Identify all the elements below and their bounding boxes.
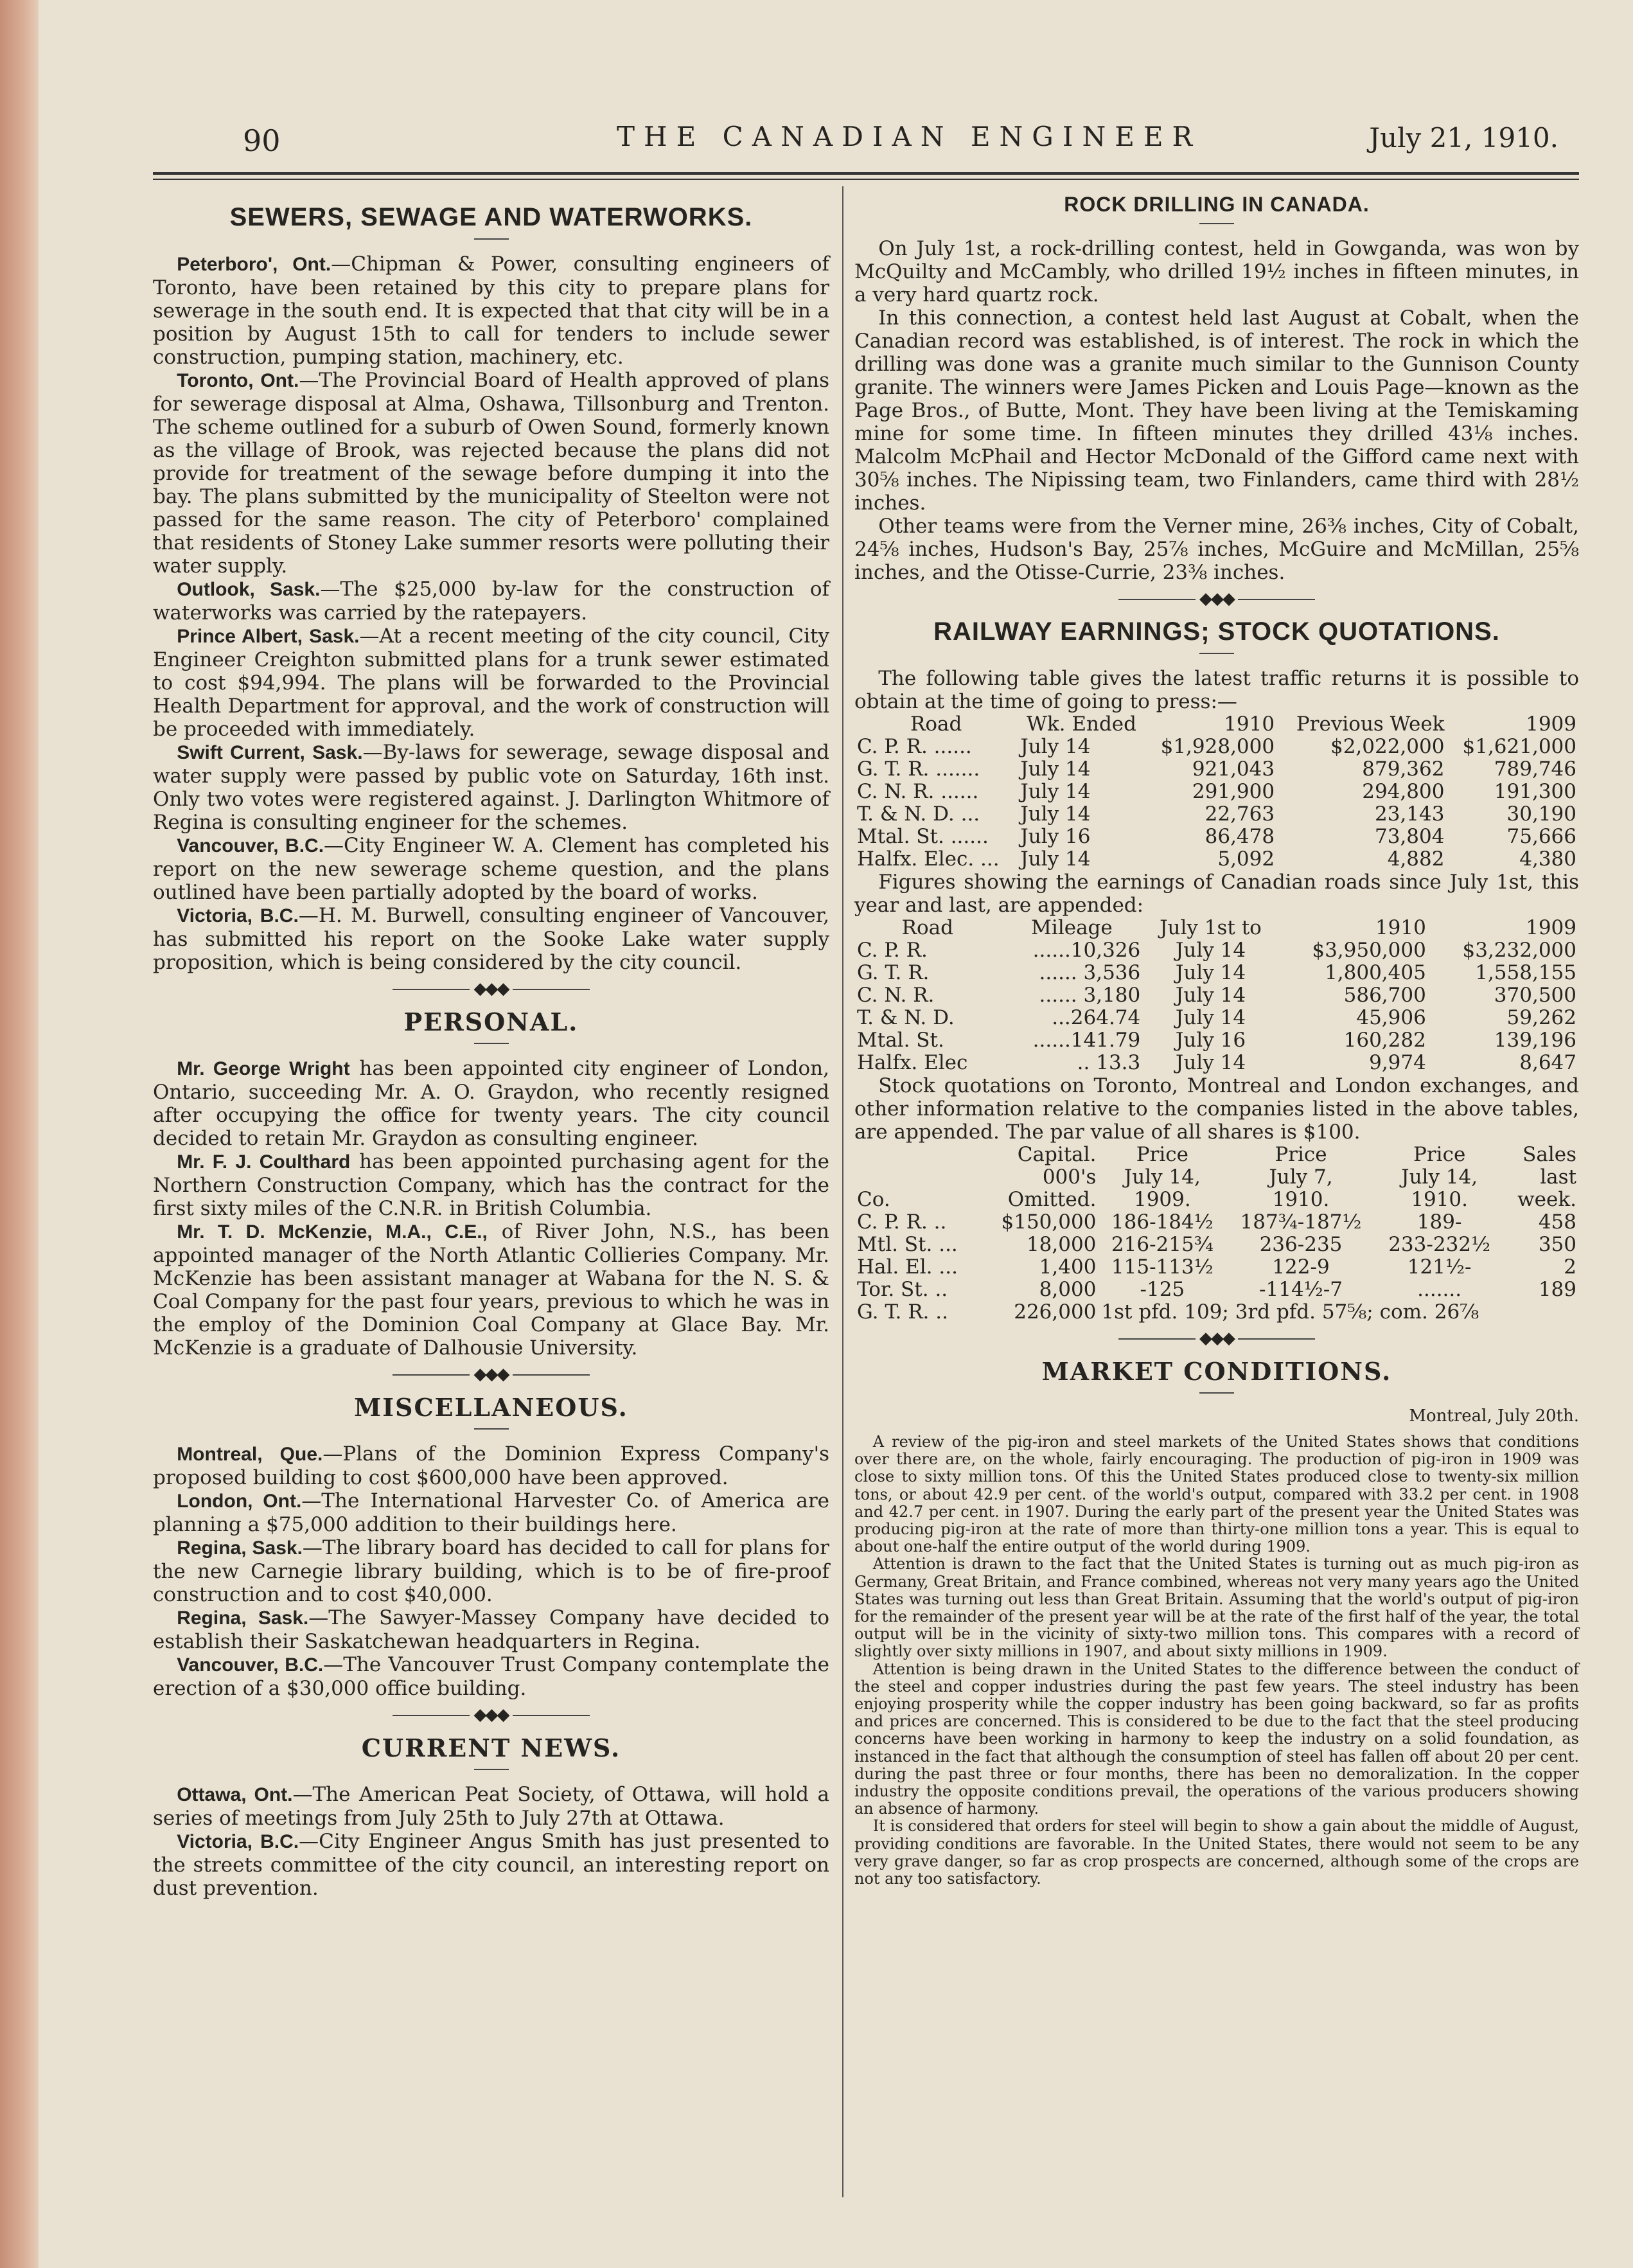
table-cell: 4,380 [1519,847,1576,871]
misc-heading: MISCELLANEOUS. [354,1393,628,1422]
table-cell: July 14, [1124,1165,1201,1189]
table-cell: $3,950,000 [1312,939,1426,962]
table-cell: last [1540,1165,1576,1189]
table-cell: ...... 3,180 [1039,984,1141,1007]
table-cell: 22,763 [1205,802,1275,826]
table-cell: -114½-7 [1259,1278,1343,1301]
personal-items [153,1057,829,1360]
table-cell: 139,196 [1494,1029,1576,1052]
table-cell: $1,621,000 [1462,735,1576,758]
table-cell: 5,092 [1217,847,1275,871]
table-cell: 458 [1538,1210,1576,1234]
section-rule [474,1043,509,1044]
table-cell: Previous Week [1296,713,1445,736]
table-cell: Price [1136,1143,1188,1166]
table-cell: 45,906 [1356,1006,1426,1029]
table-cell: 8,000 [1039,1278,1097,1301]
item-text: —Plans of the Dominion Express Company's proposed building to cost $600,000 have been approved. [153,1442,830,1489]
weekly-earnings-table [854,713,1579,871]
table-cell: 191,300 [1494,780,1576,803]
item-text: of River John, N.S., has been appointed manager of the North Atlantic Collieries Company. Mr. McKenzie has been assistant manager at Wabana for the N. S. & Coal Company for the past four years, previous to which he was in the employ of the Dominion Coal Company at Glace Bay. Mr. McKenzie is a graduate of Dalhousie University. [153,1220,830,1360]
table-cell: 1909 [1526,713,1576,736]
table-cell: 789,746 [1494,757,1576,781]
table-cell: .. 13.3 [1077,1051,1141,1074]
table-cell: $3,232,000 [1462,939,1576,962]
table-header-row [854,1166,1579,1189]
table-cell: ......10,326 [1032,939,1141,962]
rock-heading: ROCK DRILLING IN CANADA. [1064,193,1370,216]
table-header-row [854,1189,1579,1211]
table-cell: ...... 3,536 [1039,961,1141,984]
table-cell: $150,000 [1001,1210,1097,1234]
masthead-title: THE CANADIAN ENGINEER [617,121,1202,152]
news-item [153,625,829,741]
table-cell: Road [901,916,953,939]
section-rule [474,1769,509,1770]
header-rule [153,172,1579,175]
table-cell: July 14 [1175,939,1246,962]
table-cell: 291,900 [1192,780,1275,803]
market-paragraph: It is considered that orders for steel will begin to show a gain about the middle of August, providing conditions are favorable. In the United States, there would not seem to be any very grave danger, so far as crop prospects are concerned, although some of the crops are not any too satisfactory. [854,1817,1579,1888]
news-item [153,252,829,369]
rock-paragraph: On July 1st, a rock-drilling contest, held in Gowganda, was won by McQuilty and McCambly, who drilled 19½ inches in fifteen minutes, in a very hard quartz rock. [854,237,1579,306]
news-heading: CURRENT NEWS. [361,1733,621,1762]
table-cell: Road [910,713,962,736]
table-cell: 000's [1042,1165,1097,1189]
news-items [153,1783,829,1900]
news-item [153,1057,829,1150]
misc-items [153,1442,829,1700]
stock-quotations-table [854,1144,1579,1324]
stock-intro: Stock quotations on Toronto, Montreal and London exchanges, and other information relative to the companies listed in the above tables, are appended. The par value of all shares is $100. [854,1074,1579,1144]
item-lead: Regina, Sask. [177,1537,303,1559]
news-item [153,578,829,625]
item-lead: Victoria, B.C. [177,905,299,926]
rock-paragraphs [854,237,1579,584]
table-row [854,736,1579,758]
item-text: —H. M. Burwell, consulting engineer of Vancouver, has submitted his report on the Sooke Lake water supply proposition, which is being considered by the city council. [153,904,829,974]
sewers-heading: SEWERS, SEWAGE AND WATERWORKS. [229,203,753,231]
table-cell: Price [1413,1143,1466,1166]
table-cell: Omitted. [1007,1188,1097,1211]
news-item [153,904,829,974]
table-row [854,1052,1579,1074]
table-cell: 121½- [1407,1255,1472,1279]
item-lead: Toronto, Ont. [177,370,299,391]
item-text: —City Engineer W. A. Clement has completed his report on the new sewerage scheme question, and the plans outlined have been partially adopted by the board of works. [153,834,829,904]
rock-paragraph: Other teams were from the Verner mine, 26⅜ inches, City of Cobalt, 24⅝ inches, Hudson's Bay, 25⅞ inches, McGuire and McMillan, 25⅝ inches, and the Otisse-Currie, 23⅜ inches. [854,515,1579,584]
table-row [854,1234,1579,1256]
table-cell: week. [1517,1188,1576,1211]
item-text: —The International Harvester Co. of America are planning a $75,000 addition to their buildings here. [153,1489,829,1536]
item-text: —By-laws for sewerage, sewage disposal and water supply were passed by public vote on Saturday, 16th inst. Only two votes were registered against. J. Darlington Whitmore of Regina is consulting engineer for the schemes. [153,741,830,834]
table-cell: 216-215¾ [1111,1233,1214,1256]
item-lead: Vancouver, B.C. [177,1654,324,1676]
table-cell: July 14 [1020,802,1091,826]
item-lead: Prince Albert, Sask. [177,626,360,647]
table-row [854,1256,1579,1279]
news-item [153,1653,829,1700]
table-row [854,1301,1579,1324]
table-cell: July 16 [1020,825,1091,848]
table-header-row [854,1144,1579,1166]
news-item [153,834,829,904]
table-cell: July 14, [1401,1165,1478,1189]
personal-heading: PERSONAL. [403,1007,579,1036]
market-paragraph: A review of the pig-iron and steel markets of the United States shows that conditions over there are, on the whole, fairly encouraging. The production of pig-iron in 1909 was close to sixty million tons. Of this the United States produced close to twenty-six million tons, or about 42.9 per cent. of the world's output, compared with 33.2 per cent. in 1908 and 42.7 per cent. in 1907. During the early part of the present year the United States was producing pig-iron at the rate of more than thirty-one million tons a year. This is equal to about one-half the entire output of the world during 1909. [854,1433,1579,1556]
item-lead: London, Ont. [177,1491,302,1512]
right-column [854,193,1579,1888]
table-cell: 189- [1417,1210,1462,1234]
table-cell: 1910. [1411,1188,1469,1211]
item-lead: Montreal, Que. [177,1444,323,1465]
table-cell: Tor. St. .. [857,1278,948,1301]
table-cell: C. P. R. [857,939,928,962]
table-cell: July 14 [1020,757,1091,781]
issue-date: July 21, 1910. [1369,122,1558,154]
table-cell [854,1144,980,1166]
item-lead: Regina, Sask. [177,1608,309,1629]
table-cell: 236-235 [1259,1233,1343,1256]
item-lead: Mr. T. D. McKenzie, M.A., C.E., [177,1221,488,1243]
item-lead: Mr. George Wright [177,1058,350,1079]
ornament-divider: ◆◆◆ [854,1329,1579,1348]
table-cell: 1910 [1224,713,1275,736]
table-row [854,1211,1579,1234]
table-row [854,984,1579,1007]
table-cell: Mtl. St. ... [857,1233,958,1256]
table-cell: ....... [1417,1278,1462,1301]
table-cell: 586,700 [1343,984,1426,1007]
item-lead: Peterboro', Ont. [177,254,331,275]
table-row [854,803,1579,826]
table-cell: Sales [1523,1143,1576,1166]
table-cell: 122-9 [1272,1255,1330,1279]
item-text: —The library board has decided to call for plans for the new Carnegie library building, which is to be of fire-proof construction and to cost $40,000. [153,1536,829,1606]
table-row [854,1029,1579,1052]
table-row [854,826,1579,848]
item-text: —At a recent meeting of the city council, City Engineer Creighton submitted plans for a trunk sewer estimated to cost $94,994. The plans will be forwarded to the Provincial Health Department for approval, and the work of construction will be proceeded with immediately. [153,625,830,741]
table-cell: 59,262 [1506,1006,1576,1029]
table-cell: July 16 [1175,1029,1246,1052]
table-cell: 187¾-187½ [1240,1210,1362,1234]
table-cell: July 14 [1020,735,1091,758]
news-item [153,1783,829,1830]
section-rule [474,238,509,240]
table-cell: C. N. R. ...... [857,780,979,803]
item-text: —The Vancouver Trust Company contemplate the erection of a $30,000 office building. [153,1653,829,1700]
table-header-row [854,917,1579,939]
table-row [854,962,1579,984]
item-lead: Vancouver, B.C. [177,835,324,856]
item-text: —Chipman & Power, consulting engineers of Toronto, have been retained by this city to prepare plans for sewerage in the south end. It is expected that that city will be in a position by August 15th to call for tenders to include sewer construction, pumping station, machinery, etc. [153,252,830,369]
news-item [153,1150,829,1220]
table-cell: July 14 [1175,1006,1246,1029]
table-row [854,781,1579,803]
ornament-divider: ◆◆◆ [153,1705,829,1724]
table-cell: 186-184½ [1111,1210,1214,1234]
table-cell: July 14 [1175,961,1246,984]
table-cell: July 14 [1175,984,1246,1007]
ornament-divider: ◆◆◆ [854,589,1579,608]
section-rule [1199,223,1234,224]
table-cell: 75,666 [1506,825,1576,848]
item-text: —City Engineer Angus Smith has just presented to the streets committee of the city council, an interesting report on dust prevention. [153,1830,829,1900]
section-rule [1199,1392,1234,1394]
item-lead: Ottawa, Ont. [177,1784,293,1805]
table-cell: 1910. [1272,1188,1330,1211]
table-cell: C. P. R. ...... [857,735,972,758]
table-cell: 2 [1564,1255,1576,1279]
table-cell: 86,478 [1205,825,1275,848]
table-cell: July 1st to [1160,916,1262,939]
table-row [854,1007,1579,1029]
section-rule [1199,653,1234,654]
table-cell: -125 [1140,1278,1185,1301]
left-column [153,193,829,1900]
item-lead: Outlook, Sask. [177,579,321,600]
table-cell: July 14 [1020,780,1091,803]
table-cell: Mileage [1031,916,1113,939]
column-divider [842,186,843,2197]
table-cell: 9,974 [1369,1051,1426,1074]
table-row [854,1279,1579,1301]
table-row [854,758,1579,781]
table-cell: ...264.74 [1052,1006,1141,1029]
news-item [153,1220,829,1360]
table-cell: G. T. R. .. [857,1300,948,1324]
item-lead: Victoria, B.C. [177,1831,299,1852]
table-cell: Price [1275,1143,1327,1166]
news-item [153,1606,829,1653]
sewers-items [153,252,829,974]
page-number: 90 [243,123,281,158]
table-cell [854,1166,980,1189]
table-cell: 294,800 [1362,780,1445,803]
table-cell: 1st pfd. 109; 3rd pfd. 57⅝; com. 26⅞ [1101,1300,1479,1324]
item-lead: Mr. F. J. Coulthard [177,1151,351,1173]
page-header [39,116,1633,167]
railway-heading: RAILWAY EARNINGS; STOCK QUOTATIONS. [933,617,1500,646]
table-cell: Hal. El. ... [857,1255,958,1279]
table-cell: T. & N. D. ... [857,802,980,826]
table-cell: 1,800,405 [1325,961,1426,984]
table-cell: Capital. [1017,1143,1097,1166]
table-cell: ......141.79 [1032,1029,1141,1052]
item-text: —The Provincial Board of Health approved of plans for sewerage disposal at Alma, Oshawa, Tillsonburg and Trenton. The scheme outlined for a suburb of Owen Sound, formerly known as the village of Brook, was rejected because the plans did not provide for treatment of the sewage before dumping it into the bay. The plans submitted by the municipality of Steelton were not passed for the same reason. The city of Peterboro' complained that residents of Stoney Lake summer resorts were polluting their water supply. [153,369,829,578]
table-cell: July 14 [1020,847,1091,871]
table-cell: 18,000 [1026,1233,1097,1256]
table-cell: Co. [857,1188,890,1211]
news-item [153,1442,829,1489]
table-cell: Mtal. St. ...... [857,825,989,848]
table-cell: July 7, [1269,1165,1333,1189]
table-cell: 8,647 [1519,1051,1576,1074]
news-item [153,1536,829,1606]
table-cell: $1,928,000 [1160,735,1275,758]
item-text: —The Sawyer-Massey Company have decided to establish their Saskatchewan headquarters in Regina. [153,1606,829,1653]
table-cell: 1,558,155 [1475,961,1576,984]
table-cell: 233-232½ [1388,1233,1491,1256]
railway-mid: Figures showing the earnings of Canadian roads since July 1st, this year and last, are appended: [854,871,1579,917]
item-text: has been appointed city engineer of London, Ontario, succeeding Mr. A. O. Graydon, who recently resigned after occupying the office for twenty years. The city council decided to retain Mr. Graydon as consulting engineer. [153,1057,830,1150]
header-rule-thin [153,179,1579,180]
table-cell: 879,362 [1362,757,1445,781]
table-cell: Wk. Ended [1027,713,1136,736]
item-text: —The $25,000 by-law for the construction of waterworks was carried by the ratepayers. [153,578,830,625]
table-cell: Mtal. St. [857,1029,944,1052]
table-cell: 1909. [1133,1188,1191,1211]
item-text: has been appointed purchasing agent for the Northern Construction Company, which has the contract for the first sixty miles of the C.N.R. in British Columbia. [153,1150,829,1220]
table-cell: 921,043 [1192,757,1275,781]
table-cell: 350 [1538,1233,1576,1256]
news-item [153,1489,829,1536]
table-cell: C. N. R. [857,984,935,1007]
railway-intro: The following table gives the latest traffic returns it is possible to obtain at the time of going to press:— [854,667,1579,713]
news-item [153,369,829,578]
table-cell: 30,190 [1506,802,1576,826]
table-cell: 189 [1538,1278,1576,1301]
market-paragraphs [854,1433,1579,1888]
section-rule [474,1428,509,1430]
table-cell: G. T. R. ....... [857,757,980,781]
rock-paragraph: In this connection, a contest held last August at Cobalt, when the Canadian record was established, is of interest. The rock in which the drilling was done was a granite much similar to the Gunnison County granite. The winners were James Picken and Louis Page—known as the Page Bros., of Butte, Mont. They have been living at the Temiskaming mine for some time. In fifteen minutes they drilled 43⅛ inches. Malcolm McPhail and Hector McDonald of the Gifford came next with 30⅝ inches. The Nipissing team, two Finlanders, came third with 28½ inches. [854,306,1579,515]
market-paragraph: Attention is being drawn in the United States to the difference between the conduct of the steel and copper industries during the past few years. The steel industry has been enjoying prosperity while the copper industry has been going backward, so far as profits and prices are concerned. This is considered to be due to the fact that the steel producing concerns have been working in harmony to keep the industry on a solid foundation, as instanced in the fact that although the consumption of steel has fallen off about 20 per cent. during the past three or four months, there has been no demoralization. In the copper industry the opposite conditions prevail, the operations of the various producers showing an absence of harmony. [854,1660,1579,1818]
news-item [153,741,829,834]
table-cell: Halfx. Elec [857,1051,968,1074]
table-cell: 4,882 [1387,847,1445,871]
table-cell: 73,804 [1375,825,1445,848]
item-lead: Swift Current, Sask. [177,742,363,763]
table-header-row [854,713,1579,736]
table-cell: 1910 [1375,916,1426,939]
table-row [854,848,1579,871]
market-paragraph: Attention is drawn to the fact that the United States is turning out as much pig-iron as Germany, Great Britain, and France combined, whereas not very many years ago the United States was turning out less than Great Britain. Assuming that the world's output of pig-iron for the remainder of the present year will be at the rate of the first half of the year, the total output will be in the vicinity of sixty-two million tons. This compares with a record of slightly over sixty millions in 1907, and about sixty millions in 1909. [854,1555,1579,1661]
ornament-divider: ◆◆◆ [153,1365,829,1384]
table-cell: C. P. R. .. [857,1210,947,1234]
table-cell: 1909 [1526,916,1576,939]
book-binding-edge [0,0,39,2268]
table-cell: 23,143 [1375,802,1445,826]
table-cell: 115-113½ [1111,1255,1214,1279]
market-heading: MARKET CONDITIONS. [1041,1357,1392,1386]
item-text: —The American Peat Society, of Ottawa, will hold a series of meetings from July 25th to July 27th at Ottawa. [153,1783,829,1830]
news-item [153,1830,829,1900]
table-cell: T. & N. D. [857,1006,955,1029]
table-cell: 370,500 [1494,984,1576,1007]
table-cell: 1,400 [1039,1255,1097,1279]
since-july-earnings-table [854,917,1579,1074]
table-row [854,939,1579,962]
table-cell: Halfx. Elec. ... [857,847,1000,871]
table-cell: 160,282 [1343,1029,1426,1052]
table-cell: $2,022,000 [1330,735,1445,758]
table-cell: July 14 [1175,1051,1246,1074]
table-cell: G. T. R. [857,961,930,984]
market-dateline: Montreal, July 20th. [1409,1406,1579,1426]
table-cell: 226,000 [1014,1300,1097,1324]
ornament-divider: ◆◆◆ [153,979,829,998]
